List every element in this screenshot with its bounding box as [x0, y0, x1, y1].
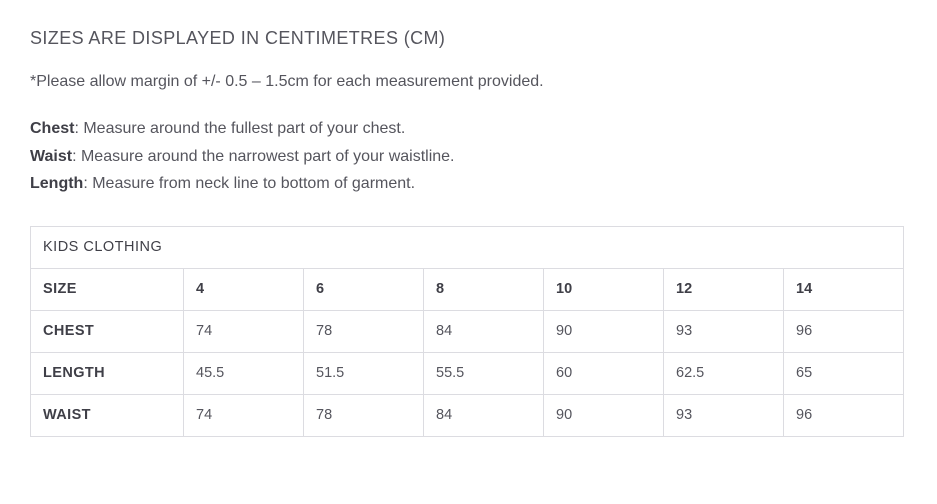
cell-waist-14: 96	[784, 394, 904, 436]
table-row	[31, 394, 904, 436]
header-cell-size-4: 4	[184, 268, 304, 310]
header-cell-size-6: 6	[304, 268, 424, 310]
cell-chest-14: 96	[784, 310, 904, 352]
header-cell-size-8: 8	[424, 268, 544, 310]
cell-chest-8: 84	[424, 310, 544, 352]
cell-length-8: 55.5	[424, 352, 544, 394]
definition-waist-term: Waist	[30, 147, 73, 165]
cell-chest-10: 90	[544, 310, 664, 352]
cell-chest-12: 93	[664, 310, 784, 352]
cell-length-10: 60	[544, 352, 664, 394]
definition-chest-text: : Measure around the fullest part of your chest.	[74, 120, 406, 137]
definition-length-term: Length	[30, 175, 84, 193]
row-label-chest: CHEST	[31, 310, 184, 352]
cell-chest-6: 78	[304, 310, 424, 352]
table-row	[31, 310, 904, 352]
definition-waist	[30, 143, 907, 171]
header-cell-size-14: 14	[784, 268, 904, 310]
row-label-length: LENGTH	[31, 352, 184, 394]
size-chart-table	[30, 226, 904, 437]
table-caption: KIDS CLOTHING	[31, 226, 904, 268]
measurement-margin-note: *Please allow margin of +/- 0.5 – 1.5cm for each measurement provided.	[30, 73, 544, 90]
cell-length-6: 51.5	[304, 352, 424, 394]
cell-length-12: 62.5	[664, 352, 784, 394]
cell-chest-4: 74	[184, 310, 304, 352]
definition-length	[30, 170, 907, 198]
measurement-definitions	[30, 115, 907, 198]
cell-length-14: 65	[784, 352, 904, 394]
cell-waist-8: 84	[424, 394, 544, 436]
cell-waist-12: 93	[664, 394, 784, 436]
definition-waist-text: : Measure around the narrowest part of your waistline.	[72, 147, 455, 165]
cell-waist-6: 78	[304, 394, 424, 436]
table-row	[31, 352, 904, 394]
header-cell-size-12: 12	[664, 268, 784, 310]
definition-length-text: : Measure from neck line to bottom of garment.	[83, 175, 416, 193]
header-cell-size-10: 10	[544, 268, 664, 310]
definition-chest	[30, 115, 907, 143]
cell-waist-10: 90	[544, 394, 664, 436]
table-caption-row	[31, 226, 904, 268]
definition-chest-term: Chest	[30, 120, 75, 137]
header-cell-size: SIZE	[31, 268, 184, 310]
table-header-row	[31, 268, 904, 310]
page-title: SIZES ARE DISPLAYED IN CENTIMETRES (CM)	[30, 28, 446, 48]
cell-waist-4: 74	[184, 394, 304, 436]
row-label-waist: WAIST	[31, 394, 184, 436]
cell-length-4: 45.5	[184, 352, 304, 394]
